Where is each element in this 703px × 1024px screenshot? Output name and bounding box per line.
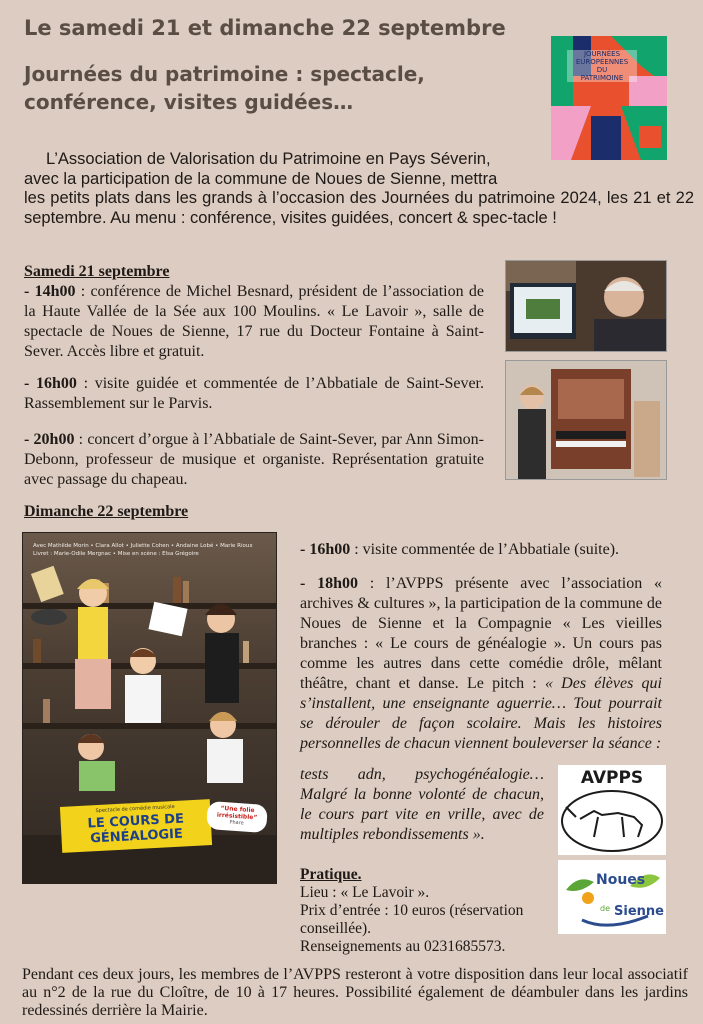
sunday-event-1 xyxy=(300,540,690,560)
saturday-event-2 xyxy=(24,374,484,414)
noues-de-sienne-logo xyxy=(558,860,666,934)
photo-speaker-drawing xyxy=(506,261,666,351)
event-text: : visite guidée et commentée de l’Abbatiale de Saint-Sever. Rassemblement sur le Parvis. xyxy=(24,375,484,412)
saturday-title: Samedi 21 septembre xyxy=(24,263,170,280)
practical-price: Prix d’entrée : 10 euros (réservation xyxy=(300,902,524,919)
event-time: - 14h00 xyxy=(24,283,76,300)
event-time: - 16h00 xyxy=(300,541,351,558)
logo-line: EUROPÉENNES xyxy=(575,58,629,66)
intro-rest: les petits plats dans les grands à l’occasion des Journées du patrimoine 2024, les 21 et 22 septembre. Au menu : conférence, visites guidées, concert & spec-tacle ! xyxy=(24,189,694,227)
poster-credits xyxy=(33,542,268,558)
photo-organist-drawing xyxy=(506,361,666,479)
sunday-event-2 xyxy=(300,574,662,754)
noues-logo-word: Noues xyxy=(596,872,646,888)
event-time: - 20h00 xyxy=(24,431,75,448)
event-time: - 16h00 xyxy=(24,375,77,392)
poster-review-seal xyxy=(206,801,268,833)
intro-line-1: L’Association de Valorisation du Patrimoine en Pays Séverin, xyxy=(46,150,491,168)
poster-seal-source: Phare xyxy=(229,819,244,827)
poster-kicker: Spectacle de comédie musicale xyxy=(95,803,175,815)
saturday-event-3 xyxy=(24,430,484,490)
page-date-heading: Le samedi 21 et dimanche 22 septembre xyxy=(24,16,506,40)
subtitle-line-2: conférence, visites guidées… xyxy=(24,90,354,114)
practical-place: Lieu : « Le Lavoir ». xyxy=(300,884,430,901)
poster-credits-line-2: Livret : Marie-Odile Mergnac • Mise en scène : Elsa Grégoire xyxy=(33,551,199,557)
logo-line: DU xyxy=(596,66,608,74)
poster-title-banner xyxy=(60,799,212,853)
event-text: : visite commentée de l’Abbatiale (suite). xyxy=(350,541,620,558)
footer-paragraph: Pendant ces deux jours, les membres de l’AVPPS resteront à votre disposition dans leur local associatif au n°2 de la rue du Cloître, de 10 à 17 heures. Possibilité également de déambuler dans les jardins redessinés derrière la Mairie. xyxy=(22,966,688,1019)
sunday-title: Dimanche 22 septembre xyxy=(24,503,189,520)
event-text: : l’AVPPS présente avec l’association « archives & cultures », la participation de la commune de Noues de Sienne et la Compagnie « Les vieilles branches : « Le cours de généalogie ». Un cours pas comme les autres dans cette comédie drôle, mêlant théâtre, chant et danse. Le pitch : xyxy=(300,575,663,692)
poster-credits-line-1: Avec Mathilde Morin • Clara Allot • Juliette Cohen • Andaine Lobé • Marie Rioux xyxy=(33,543,253,549)
journees-patrimoine-logo xyxy=(551,36,667,160)
practical-phone: Renseignements au 0231685573. xyxy=(300,938,506,955)
unicorn-icon xyxy=(558,765,666,855)
logo-text xyxy=(567,50,637,82)
event-text: : concert d’orgue à l’Abbatiale de Saint-Sever, par Ann Simon-Debonn, professeur de musique et organiste. Représentation gratuite avec passage du chapeau. xyxy=(24,431,485,488)
practical-info xyxy=(300,866,550,956)
photo-speaker xyxy=(505,260,667,352)
show-pitch-part-2: tests adn, psychogénéalogie… Malgré la bonne volonté de chacun, le cours part vite en vrille, avec de multiples rebondissements ». xyxy=(300,766,544,843)
photo-organist xyxy=(505,360,667,480)
subtitle-line-1: Journées du patrimoine : spectacle, xyxy=(24,62,425,86)
poster-seal-text: “Une folie irrésistible” xyxy=(216,804,258,822)
practical-price-note: conseillée). xyxy=(300,920,372,937)
intro-line-2: avec la participation de la commune de Noues de Sienne, mettra xyxy=(24,169,498,188)
saturday-event-1 xyxy=(24,282,484,362)
show-pitch-part-1: « Des élèves qui s’installent, une enseignante aguerrie… Tout pourrait se dérouler de façon scolaire. Mais les histoires personnelles de chacun viennent bouleverser la séance : xyxy=(300,675,662,752)
logo-line: PATRIMOINE xyxy=(580,74,624,82)
show-poster xyxy=(22,532,277,884)
practical-title: Pratique. xyxy=(300,866,362,883)
logo-line: JOURNÉES xyxy=(583,50,621,58)
avpps-logo xyxy=(558,765,666,855)
poster-title-line-1: LE COURS DE xyxy=(87,811,185,832)
page-subtitle xyxy=(24,60,464,116)
noues-logo-sienne: Sienne xyxy=(614,904,664,919)
intro-paragraph xyxy=(24,150,694,228)
avpps-logo-text: AVPPS xyxy=(580,768,644,788)
poster-title-line-2: GÉNÉALOGIE xyxy=(89,826,184,847)
event-time: - 18h00 xyxy=(300,575,358,592)
noues-logo-de: de xyxy=(600,904,610,913)
event-text: : conférence de Michel Besnard, président de l’association de la Haute Vallée de la Sée aux 100 Moulins. « Le Lavoir », salle de spectacle de Noues de Sienne, 17 rue du Docteur Fontaine à Saint-Sever. Accès libre et gratuit. xyxy=(24,283,484,360)
poster-title xyxy=(60,810,211,848)
